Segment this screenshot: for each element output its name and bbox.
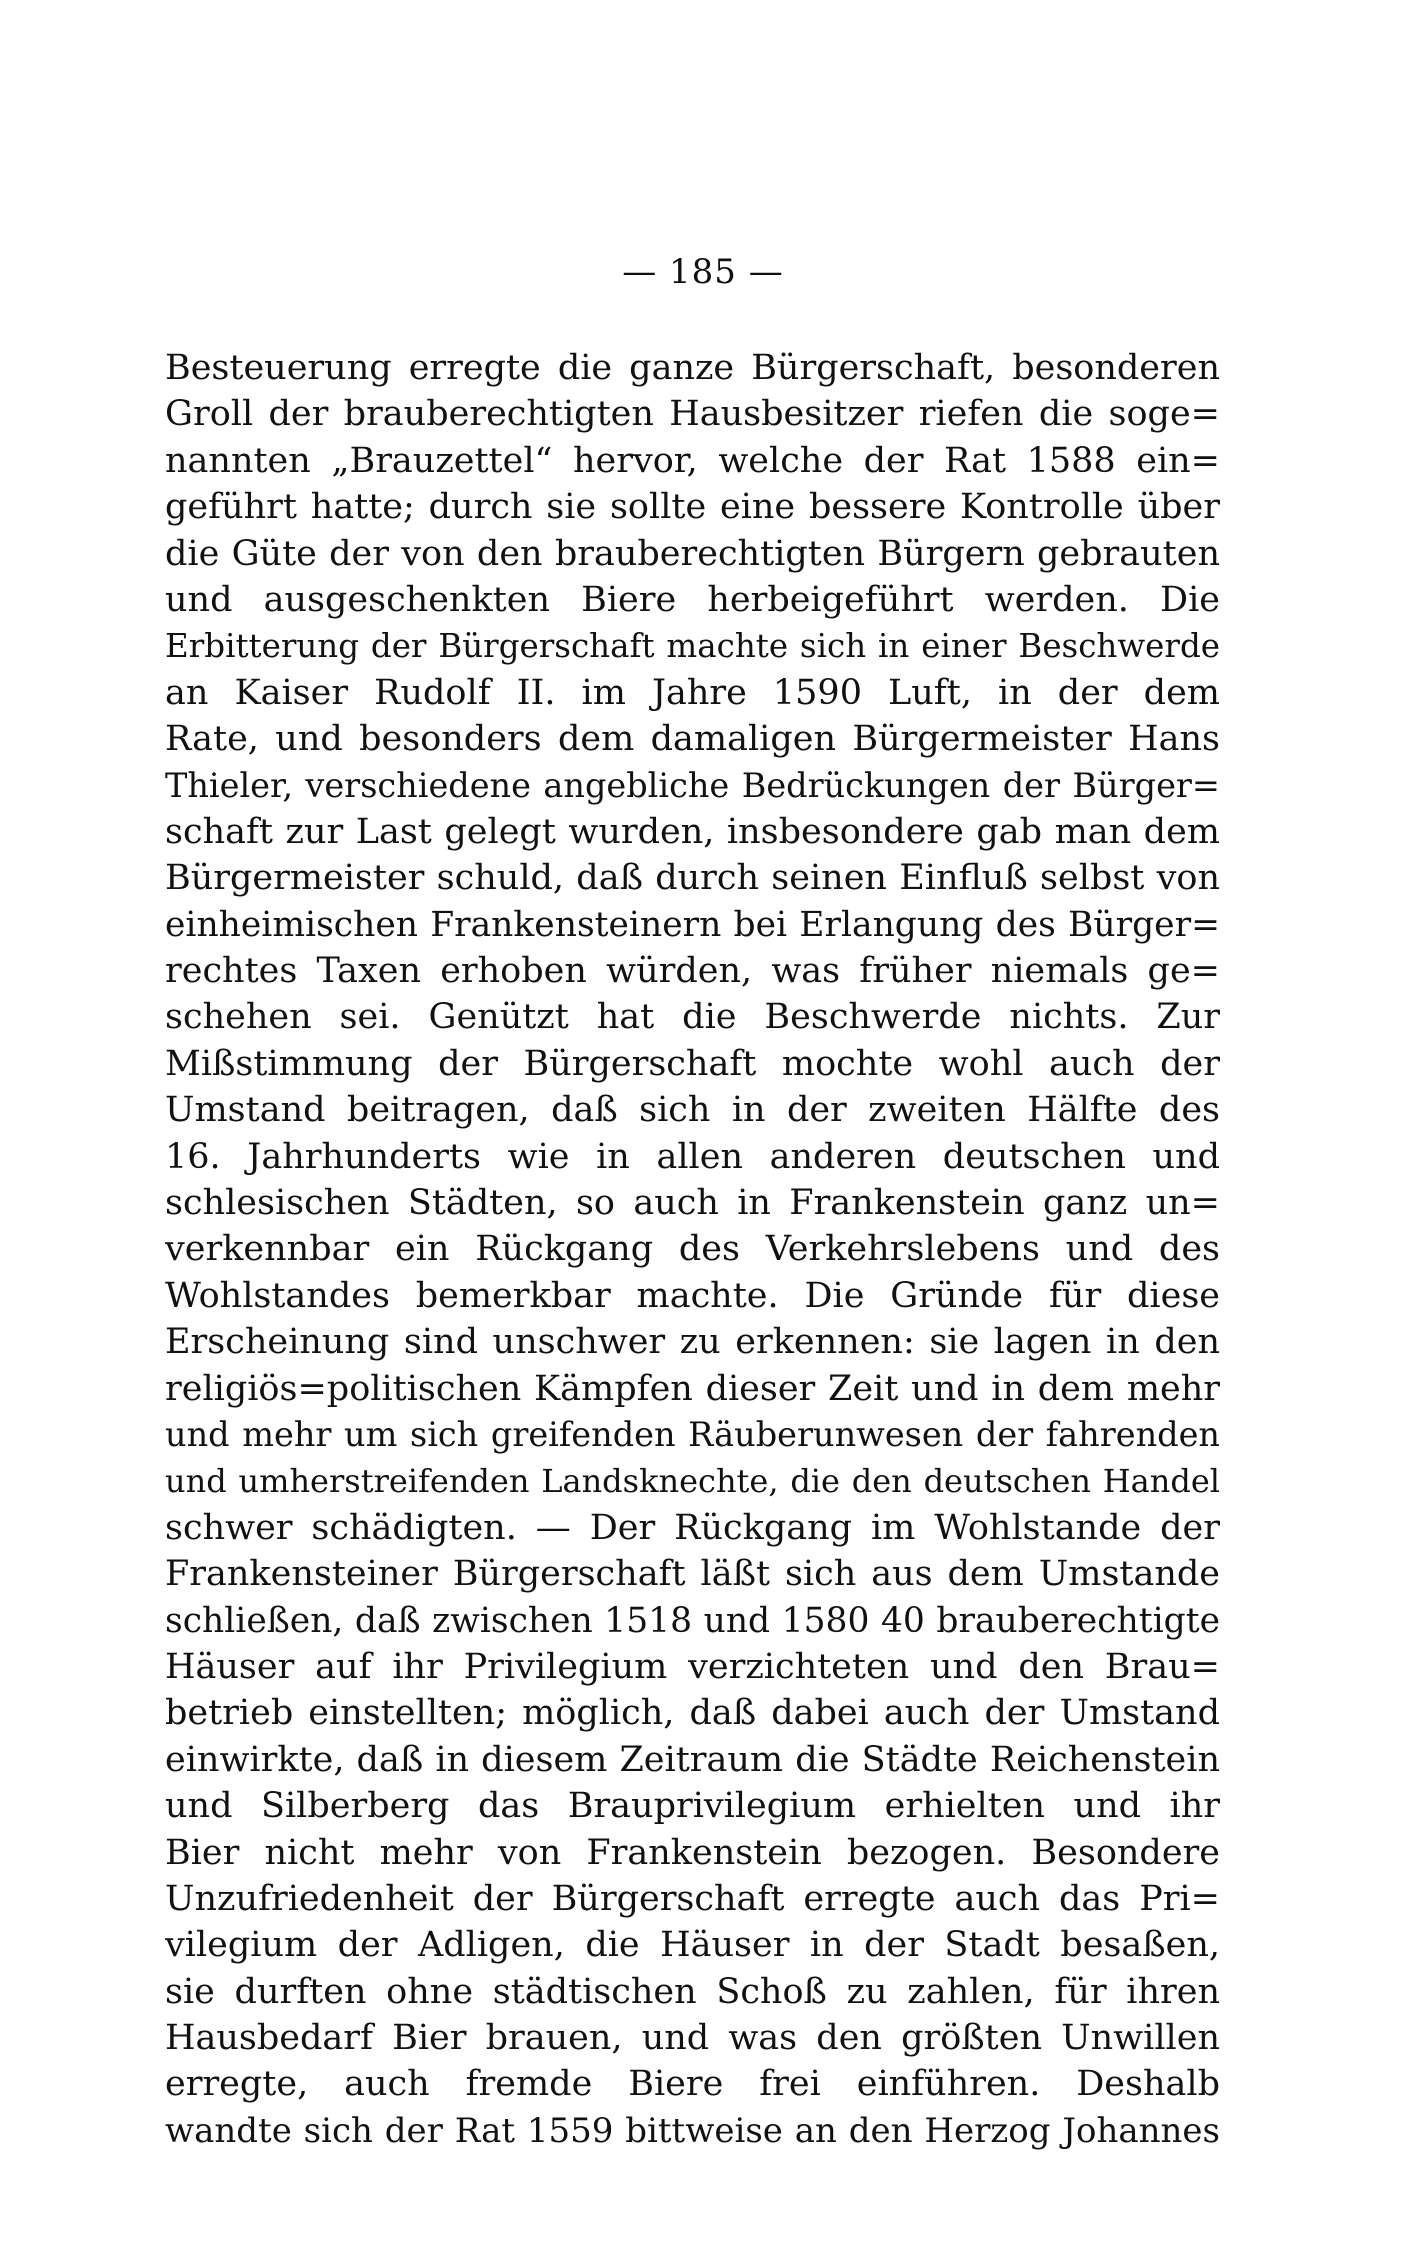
text-line: geführt hatte; durch sie sollte eine bessere Kontrolle über bbox=[165, 487, 1220, 528]
text-line: schwer schädigten. — Der Rückgang im Wohlstande der bbox=[165, 1507, 1220, 1548]
text-line: verkennbar ein Rückgang des Verkehrslebens und des bbox=[165, 1229, 1220, 1270]
text-line: und Silberberg das Brauprivilegium erhielten und ihr bbox=[165, 1786, 1220, 1827]
text-line: sie durften ohne städtischen Schoß zu zahlen, für ihren bbox=[165, 1971, 1220, 2012]
text-line: Besteuerung erregte die ganze Bürgerschaft, besonderen bbox=[165, 348, 1220, 388]
text-line: vilegium der Adligen, die Häuser in der Stadt besaßen, bbox=[165, 1925, 1220, 1966]
text-line: an Kaiser Rudolf II. im Jahre 1590 Luft, in der dem bbox=[165, 672, 1220, 713]
text-line: und mehr um sich greifenden Räuberunwesen der fahrenden bbox=[165, 1414, 1220, 1454]
text-line: einwirkte, daß in diesem Zeitraum die Städte Reichenstein bbox=[165, 1739, 1220, 1780]
text-line: erregte, auch fremde Biere frei einführen. Deshalb bbox=[165, 2064, 1220, 2105]
text-line: Bürgermeister schuld, daß durch seinen Einfluß selbst von bbox=[165, 858, 1220, 899]
text-line: Frankensteiner Bürgerschaft läßt sich aus dem Umstande bbox=[165, 1554, 1220, 1595]
text-line: Häuser auf ihr Privilegium verzichteten und den Brau= bbox=[165, 1646, 1220, 1687]
text-line: Mißstimmung der Bürgerschaft mochte wohl auch der bbox=[165, 1043, 1220, 1084]
text-line: schließen, daß zwischen 1518 und 1580 40 brauberechtigte bbox=[165, 1600, 1220, 1641]
text-line: schaft zur Last gelegt wurden, insbesondere gab man dem bbox=[165, 811, 1220, 852]
text-line: Groll der brauberechtigten Hausbesitzer riefen die soge= bbox=[165, 394, 1220, 435]
text-line: Thieler, verschiedene angebliche Bedrückungen der Bürger= bbox=[165, 765, 1220, 805]
text-line: 16. Jahrhunderts wie in allen anderen deutschen und bbox=[165, 1136, 1220, 1177]
text-line: Erbitterung der Bürgerschaft machte sich in einer Beschwerde bbox=[165, 627, 1220, 666]
page-number: — 185 — bbox=[622, 252, 784, 292]
text-line: Bier nicht mehr von Frankenstein bezogen. Besondere bbox=[165, 1832, 1220, 1873]
text-line: Hausbedarf Bier brauen, und was den größten Unwillen bbox=[165, 2018, 1220, 2059]
text-line: rechtes Taxen erhoben würden, was früher niemals ge= bbox=[165, 951, 1220, 992]
text-line: wandte sich der Rat 1559 bittweise an den Herzog Johannes bbox=[165, 2110, 1220, 2151]
text-line: schlesischen Städten, so auch in Frankenstein ganz un= bbox=[165, 1183, 1220, 1224]
text-line: die Güte der von den brauberechtigten Bürgern gebrauten bbox=[165, 533, 1220, 574]
text-line: Wohlstandes bemerkbar machte. Die Gründe für diese bbox=[165, 1275, 1220, 1316]
text-line: einheimischen Frankensteinern bei Erlangung des Bürger= bbox=[165, 904, 1220, 945]
text-line: und umherstreifenden Landsknechte, die den deutschen Handel bbox=[165, 1462, 1220, 1501]
text-line: Rate, und besonders dem damaligen Bürgermeister Hans bbox=[165, 719, 1220, 760]
body-text bbox=[165, 345, 1220, 2154]
text-line: Unzufriedenheit der Bürgerschaft erregte auch das Pri= bbox=[165, 1878, 1220, 1919]
text-line: und ausgeschenkten Biere herbeigeführt werden. Die bbox=[165, 579, 1220, 620]
text-line: nannten „Brauzettel“ hervor, welche der Rat 1588 ein= bbox=[165, 440, 1220, 481]
text-line: schehen sei. Genützt hat die Beschwerde nichts. Zur bbox=[165, 997, 1220, 1038]
text-line: Erscheinung sind unschwer zu erkennen: sie lagen in den bbox=[165, 1322, 1220, 1363]
text-line: betrieb einstellten; möglich, daß dabei auch der Umstand bbox=[165, 1693, 1220, 1734]
text-line: religiös=politischen Kämpfen dieser Zeit und in dem mehr bbox=[165, 1368, 1220, 1409]
text-line: Umstand beitragen, daß sich in der zweiten Hälfte des bbox=[165, 1090, 1220, 1131]
